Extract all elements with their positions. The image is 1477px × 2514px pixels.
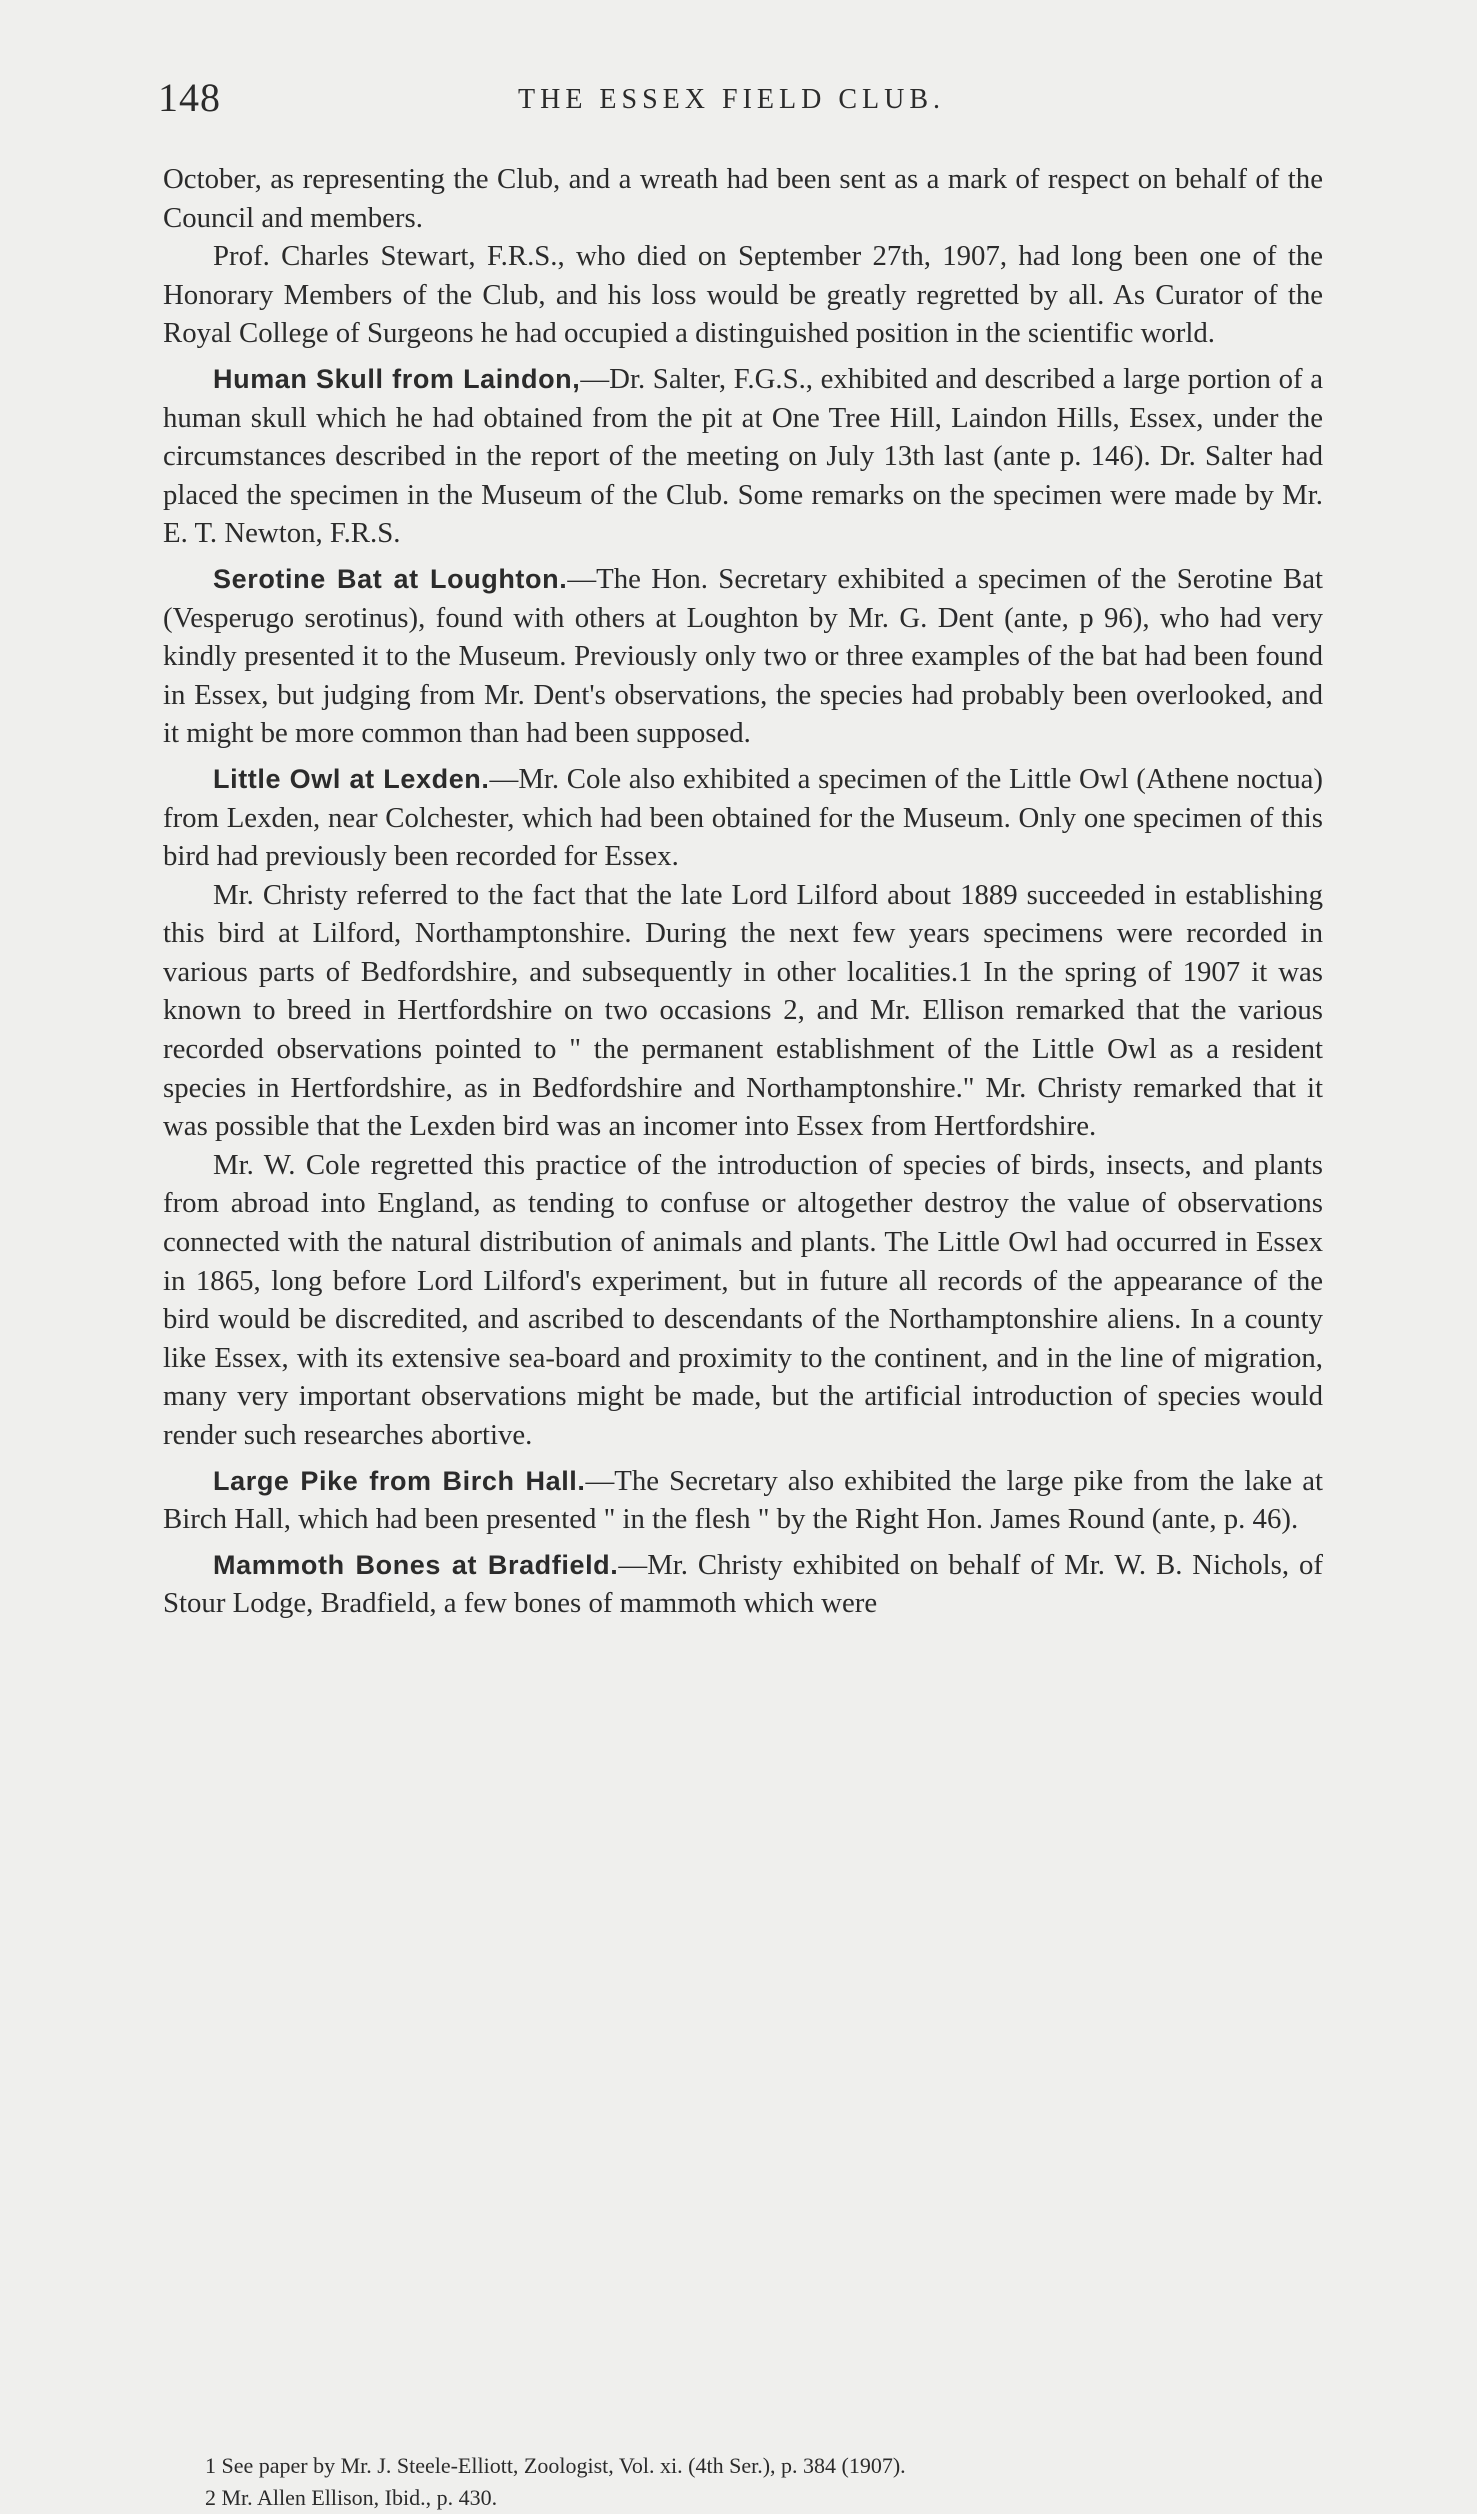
paragraph-text: Mr. W. Cole regretted this practice of the introduction of species of birds, insects, and plants from abroad into England, as tending to confuse or altogether destroy the value of observations connected with the natural distribution of animals and plants. The Little Owl had occurred in Essex in 1865, long before Lord Lilford's experiment, but in future all records of the appearance of the bird would be discredited, and ascribed to descendants of the Northamptonshire aliens. In a county like Essex, with its extensive sea-board and proximity to the continent, and in the line of migration, many very important observations might be made, but the artificial introduction of species would render such researches abortive.	[163, 1148, 1323, 1451]
paragraph-text: —Mr. Christy exhibited on behalf of Mr. W. B. Nichols, of Stour Lodge, Bradfield, a few bones of mammoth which were	[163, 1548, 1323, 1620]
paragraph-text: Mr. Christy referred to the fact that the late Lord Lilford about 1889 succeeded in establishing this bird at Lilford, Northamptonshire. During the next few years specimens were recorded in various parts of Bedfordshire, and subsequently in other localities.1 In the spring of 1907 it was known to breed in Hertfordshire on two occasions 2, and Mr. Ellison remarked that the various recorded observations pointed to " the permanent establishment of the Little Owl as a resident species in Hertfordshire, as in Bedfordshire and Northamptonshire." Mr. Christy remarked that it was possible that the Lexden bird was an incomer into Essex from Hertfordshire.	[163, 878, 1323, 1143]
page-header	[158, 74, 1323, 124]
paragraph-text: —Dr. Salter, F.G.S., exhibited and described a large portion of a human skull which he had obtained from the pit at One Tree Hill, Laindon Hills, Essex, under the circumstances described in the report of the meeting on July 13th last (ante p. 146). Dr. Salter had placed the specimen in the Museum of the Club. Some remarks on the specimen were made by Mr. E. T. Newton, F.R.S.	[163, 362, 1323, 550]
footnote: 1 See paper by Mr. J. Steele-Elliott, Zoologist, Vol. xi. (4th Ser.), p. 384 (1907).	[205, 2453, 906, 2478]
section-heading: Large Pike from Birch Hall.	[213, 1465, 586, 1496]
section-heading: Human Skull from Laindon,	[213, 363, 581, 394]
section-heading: Serotine Bat at Loughton.	[213, 563, 568, 594]
section-heading: Little Owl at Lexden.	[213, 763, 490, 794]
paragraph	[163, 876, 1323, 1146]
paragraph	[163, 237, 1323, 353]
paragraph	[163, 560, 1323, 753]
running-head: THE ESSEX FIELD CLUB.	[518, 84, 945, 115]
paragraph-text: October, as representing the Club, and a wreath had been sent as a mark of respect on behalf of the Council and members.	[163, 163, 1323, 234]
paragraph-text: —Mr. Cole also exhibited a specimen of the Little Owl (Athene noctua) from Lexden, near Colchester, which had been obtained for the Museum. Only one specimen of this bird had previously been recorded for Essex.	[163, 762, 1323, 873]
paragraph	[163, 1546, 1323, 1623]
footnotes	[205, 2450, 906, 2514]
paragraph	[163, 1146, 1323, 1455]
paragraph	[163, 160, 1323, 237]
footnote: 2 Mr. Allen Ellison, Ibid., p. 430.	[205, 2485, 498, 2510]
paragraph	[163, 760, 1323, 876]
paragraph-text: —The Hon. Secretary exhibited a specimen of the Serotine Bat (Vesperugo serotinus), found with others at Loughton by Mr. G. Dent (ante, p 96), who had very kindly presented it to the Museum. Previously only two or three examples of the bat had been found in Essex, but judging from Mr. Dent's observations, the species had probably been overlooked, and it might be more common than had been supposed.	[163, 562, 1323, 750]
paragraph	[163, 360, 1323, 553]
paragraph	[163, 1462, 1323, 1539]
paragraph-text: —The Secretary also exhibited the large pike from the lake at Birch Hall, which had been presented " in the flesh " by the Right Hon. James Round (ante, p. 46).	[163, 1464, 1323, 1536]
section-heading: Mammoth Bones at Bradfield.	[213, 1549, 619, 1580]
page-number: 148	[158, 75, 221, 120]
paragraph-text: Prof. Charles Stewart, F.R.S., who died on September 27th, 1907, had long been one of the Honorary Members of the Club, and his loss would be greatly regretted by all. As Curator of the Royal College of Surgeons he had occupied a distinguished position in the scientific world.	[163, 240, 1323, 350]
body-text	[163, 160, 1323, 1623]
